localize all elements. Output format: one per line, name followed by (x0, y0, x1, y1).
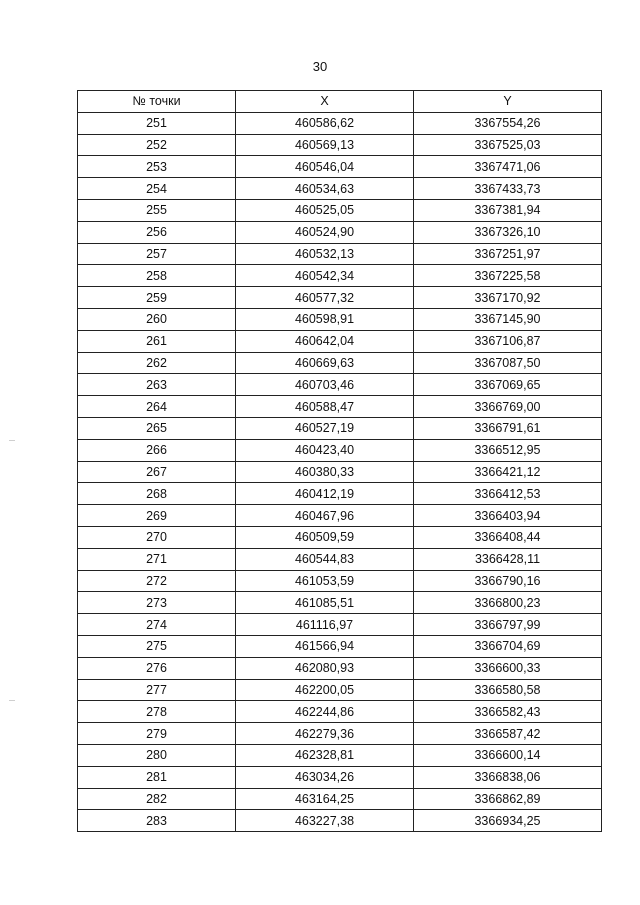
margin-mark (9, 700, 15, 701)
cell-x: 460509,59 (236, 526, 414, 548)
cell-y: 3367471,06 (414, 156, 602, 178)
cell-y: 3367225,58 (414, 265, 602, 287)
cell-y: 3366797,99 (414, 614, 602, 636)
cell-y: 3366769,00 (414, 396, 602, 418)
cell-x: 460524,90 (236, 221, 414, 243)
cell-y: 3366791,61 (414, 417, 602, 439)
cell-y: 3367170,92 (414, 287, 602, 309)
cell-x: 460423,40 (236, 439, 414, 461)
cell-point-number: 264 (78, 396, 236, 418)
cell-point-number: 274 (78, 614, 236, 636)
table-row (78, 221, 602, 243)
cell-x: 460669,63 (236, 352, 414, 374)
cell-x: 460412,19 (236, 483, 414, 505)
table-row (78, 134, 602, 156)
cell-y: 3366412,53 (414, 483, 602, 505)
header-y: Y (414, 91, 602, 113)
page-number: 30 (312, 59, 328, 74)
cell-point-number: 254 (78, 178, 236, 200)
table-row (78, 439, 602, 461)
cell-point-number: 283 (78, 810, 236, 832)
cell-y: 3366790,16 (414, 570, 602, 592)
table-row (78, 614, 602, 636)
header-point-number: № точки (78, 91, 236, 113)
cell-point-number: 275 (78, 635, 236, 657)
cell-x: 460534,63 (236, 178, 414, 200)
table-row (78, 112, 602, 134)
cell-y: 3366580,58 (414, 679, 602, 701)
cell-y: 3366600,14 (414, 744, 602, 766)
cell-point-number: 252 (78, 134, 236, 156)
cell-point-number: 269 (78, 505, 236, 527)
cell-point-number: 256 (78, 221, 236, 243)
cell-x: 460703,46 (236, 374, 414, 396)
cell-point-number: 281 (78, 766, 236, 788)
cell-x: 460588,47 (236, 396, 414, 418)
cell-x: 460544,83 (236, 548, 414, 570)
cell-y: 3366600,33 (414, 657, 602, 679)
cell-y: 3366408,44 (414, 526, 602, 548)
cell-x: 463227,38 (236, 810, 414, 832)
cell-point-number: 257 (78, 243, 236, 265)
cell-y: 3367554,26 (414, 112, 602, 134)
cell-y: 3367251,97 (414, 243, 602, 265)
cell-point-number: 280 (78, 744, 236, 766)
table-body (78, 112, 602, 831)
table-row (78, 178, 602, 200)
table-row (78, 548, 602, 570)
table-row (78, 461, 602, 483)
cell-x: 460546,04 (236, 156, 414, 178)
cell-y: 3367087,50 (414, 352, 602, 374)
table-header-row (78, 91, 602, 113)
cell-point-number: 258 (78, 265, 236, 287)
table-row (78, 701, 602, 723)
cell-y: 3366587,42 (414, 723, 602, 745)
coordinates-table (77, 90, 602, 832)
cell-x: 462200,05 (236, 679, 414, 701)
cell-x: 461085,51 (236, 592, 414, 614)
table-row (78, 287, 602, 309)
table-row (78, 505, 602, 527)
table-row (78, 352, 602, 374)
cell-x: 460586,62 (236, 112, 414, 134)
table-row (78, 374, 602, 396)
table-row (78, 265, 602, 287)
table-row (78, 592, 602, 614)
cell-x: 462279,36 (236, 723, 414, 745)
cell-x: 461053,59 (236, 570, 414, 592)
cell-y: 3366421,12 (414, 461, 602, 483)
cell-x: 460598,91 (236, 308, 414, 330)
cell-point-number: 276 (78, 657, 236, 679)
table-row (78, 766, 602, 788)
cell-point-number: 268 (78, 483, 236, 505)
cell-point-number: 255 (78, 199, 236, 221)
cell-point-number: 267 (78, 461, 236, 483)
cell-y: 3366862,89 (414, 788, 602, 810)
table-row (78, 417, 602, 439)
table-row (78, 243, 602, 265)
cell-y: 3367106,87 (414, 330, 602, 352)
cell-point-number: 259 (78, 287, 236, 309)
cell-y: 3366838,06 (414, 766, 602, 788)
cell-point-number: 272 (78, 570, 236, 592)
cell-point-number: 273 (78, 592, 236, 614)
cell-y: 3366403,94 (414, 505, 602, 527)
cell-x: 462080,93 (236, 657, 414, 679)
cell-point-number: 262 (78, 352, 236, 374)
cell-x: 460577,32 (236, 287, 414, 309)
cell-y: 3367145,90 (414, 308, 602, 330)
cell-point-number: 279 (78, 723, 236, 745)
table-row (78, 723, 602, 745)
table-row (78, 156, 602, 178)
table-row (78, 744, 602, 766)
cell-point-number: 282 (78, 788, 236, 810)
cell-y: 3367433,73 (414, 178, 602, 200)
table-row (78, 483, 602, 505)
margin-mark (9, 440, 15, 441)
cell-point-number: 253 (78, 156, 236, 178)
cell-y: 3367525,03 (414, 134, 602, 156)
cell-x: 463034,26 (236, 766, 414, 788)
cell-x: 463164,25 (236, 788, 414, 810)
cell-y: 3366582,43 (414, 701, 602, 723)
table-row (78, 396, 602, 418)
table-row (78, 788, 602, 810)
cell-x: 460467,96 (236, 505, 414, 527)
table-row (78, 657, 602, 679)
cell-point-number: 263 (78, 374, 236, 396)
cell-point-number: 265 (78, 417, 236, 439)
table-row (78, 810, 602, 832)
cell-y: 3366428,11 (414, 548, 602, 570)
cell-y: 3366800,23 (414, 592, 602, 614)
cell-x: 460542,34 (236, 265, 414, 287)
cell-x: 462244,86 (236, 701, 414, 723)
table-row (78, 199, 602, 221)
cell-x: 460642,04 (236, 330, 414, 352)
table-row (78, 330, 602, 352)
cell-y: 3366934,25 (414, 810, 602, 832)
cell-y: 3367381,94 (414, 199, 602, 221)
cell-x: 461566,94 (236, 635, 414, 657)
cell-x: 460380,33 (236, 461, 414, 483)
cell-x: 462328,81 (236, 744, 414, 766)
cell-x: 460532,13 (236, 243, 414, 265)
cell-point-number: 266 (78, 439, 236, 461)
cell-y: 3367069,65 (414, 374, 602, 396)
cell-x: 460527,19 (236, 417, 414, 439)
cell-y: 3366512,95 (414, 439, 602, 461)
cell-y: 3367326,10 (414, 221, 602, 243)
table-row (78, 570, 602, 592)
cell-point-number: 260 (78, 308, 236, 330)
header-x: X (236, 91, 414, 113)
cell-x: 460569,13 (236, 134, 414, 156)
cell-y: 3366704,69 (414, 635, 602, 657)
table-row (78, 526, 602, 548)
cell-point-number: 271 (78, 548, 236, 570)
cell-point-number: 270 (78, 526, 236, 548)
cell-point-number: 261 (78, 330, 236, 352)
cell-point-number: 277 (78, 679, 236, 701)
cell-point-number: 278 (78, 701, 236, 723)
cell-x: 460525,05 (236, 199, 414, 221)
table-row (78, 635, 602, 657)
cell-x: 461116,97 (236, 614, 414, 636)
table-row (78, 308, 602, 330)
cell-point-number: 251 (78, 112, 236, 134)
table-row (78, 679, 602, 701)
